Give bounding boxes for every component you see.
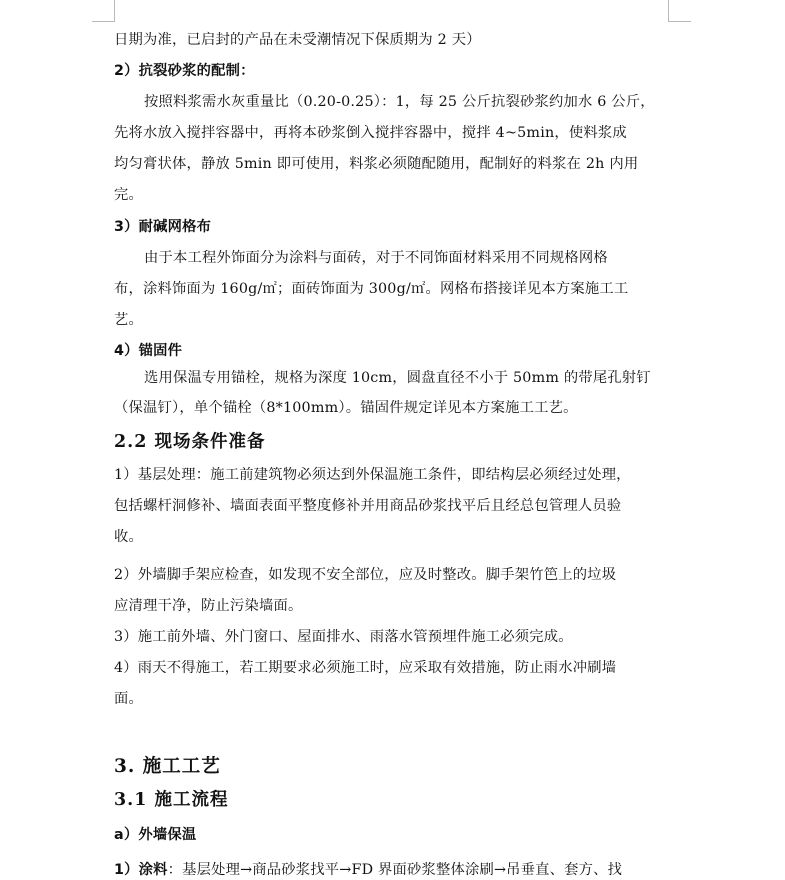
crop-mark-left-vertical	[114, 0, 115, 22]
body-line: 4）雨天不得施工，若工期要求必须施工时，应采取有效措施，防止雨水冲刷墙	[114, 660, 617, 676]
body-line: 2）外墙脚手架应检查，如发现不安全部位，应及时整改。脚手架竹笆上的垃圾	[114, 567, 617, 583]
body-text-coating: ：基层处理→商品砂浆找平→FD 界面砂浆整体涂刷→吊垂直、套方、找	[167, 862, 623, 878]
body-line: 面。	[114, 691, 143, 707]
section-heading-3-1: 3.1 施工流程	[114, 790, 229, 810]
body-line: 1）基层处理：施工前建筑物必须达到外保温施工条件，即结构层必须经过处理，	[114, 467, 631, 483]
body-line: 选用保温专用锚栓，规格为深度 10cm，圆盘直径不小于 50mm 的带尾孔射钉	[144, 370, 651, 386]
body-line: 包括螺杆洞修补、墙面表面平整度修补并用商品砂浆找平后且经总包管理人员验	[114, 498, 622, 514]
body-line: 日期为准，已启封的产品在未受潮情况下保质期为 2 天）	[114, 32, 481, 48]
body-line: （保温钉），单个锚栓（8*100mm）。锚固件规定详见本方案施工工艺。	[114, 400, 578, 416]
body-line: 3）施工前外墙、外门窗口、屋面排水、雨落水管预埋件施工必须完成。	[114, 629, 573, 645]
crop-mark-left-horizontal	[92, 21, 115, 22]
subheading-anchor: 4）锚固件	[114, 343, 183, 359]
body-line: 收。	[114, 529, 143, 545]
section-heading-2-2: 2.2 现场条件准备	[114, 432, 266, 452]
body-line: 先将水放入搅拌容器中，再将本砂浆倒入搅拌容器中，搅拌 4~5min，使料浆成	[114, 125, 627, 141]
body-line: 由于本工程外饰面分为涂料与面砖，对于不同饰面材料采用不同规格网格	[144, 250, 608, 266]
subheading-exterior-insulation: a）外墙保温	[114, 827, 197, 843]
crop-mark-right-vertical	[668, 0, 669, 22]
body-line: 艺。	[114, 312, 143, 328]
body-line: 均匀膏状体，静放 5min 即可使用，料浆必须随配随用，配制好的料浆在 2h 内用	[114, 156, 639, 172]
section-heading-3: 3. 施工工艺	[114, 756, 221, 777]
label-coating: 1）涂料	[114, 862, 168, 878]
crop-mark-right-horizontal	[668, 21, 691, 22]
body-line: 按照料浆需水灰重量比（0.20-0.25）：1，每 25 公斤抗裂砂浆约加水 6 公斤，	[144, 94, 655, 110]
body-line-last	[114, 860, 622, 880]
subheading-mortar-prep: 2）抗裂砂浆的配制：	[114, 63, 255, 79]
body-line: 应清理干净，防止污染墙面。	[114, 598, 303, 614]
body-line: 完。	[114, 187, 143, 203]
body-line: 布，涂料饰面为 160g/㎡；面砖饰面为 300g/㎡。网格布搭接详见本方案施工工	[114, 281, 629, 297]
subheading-mesh: 3）耐碱网格布	[114, 219, 212, 235]
